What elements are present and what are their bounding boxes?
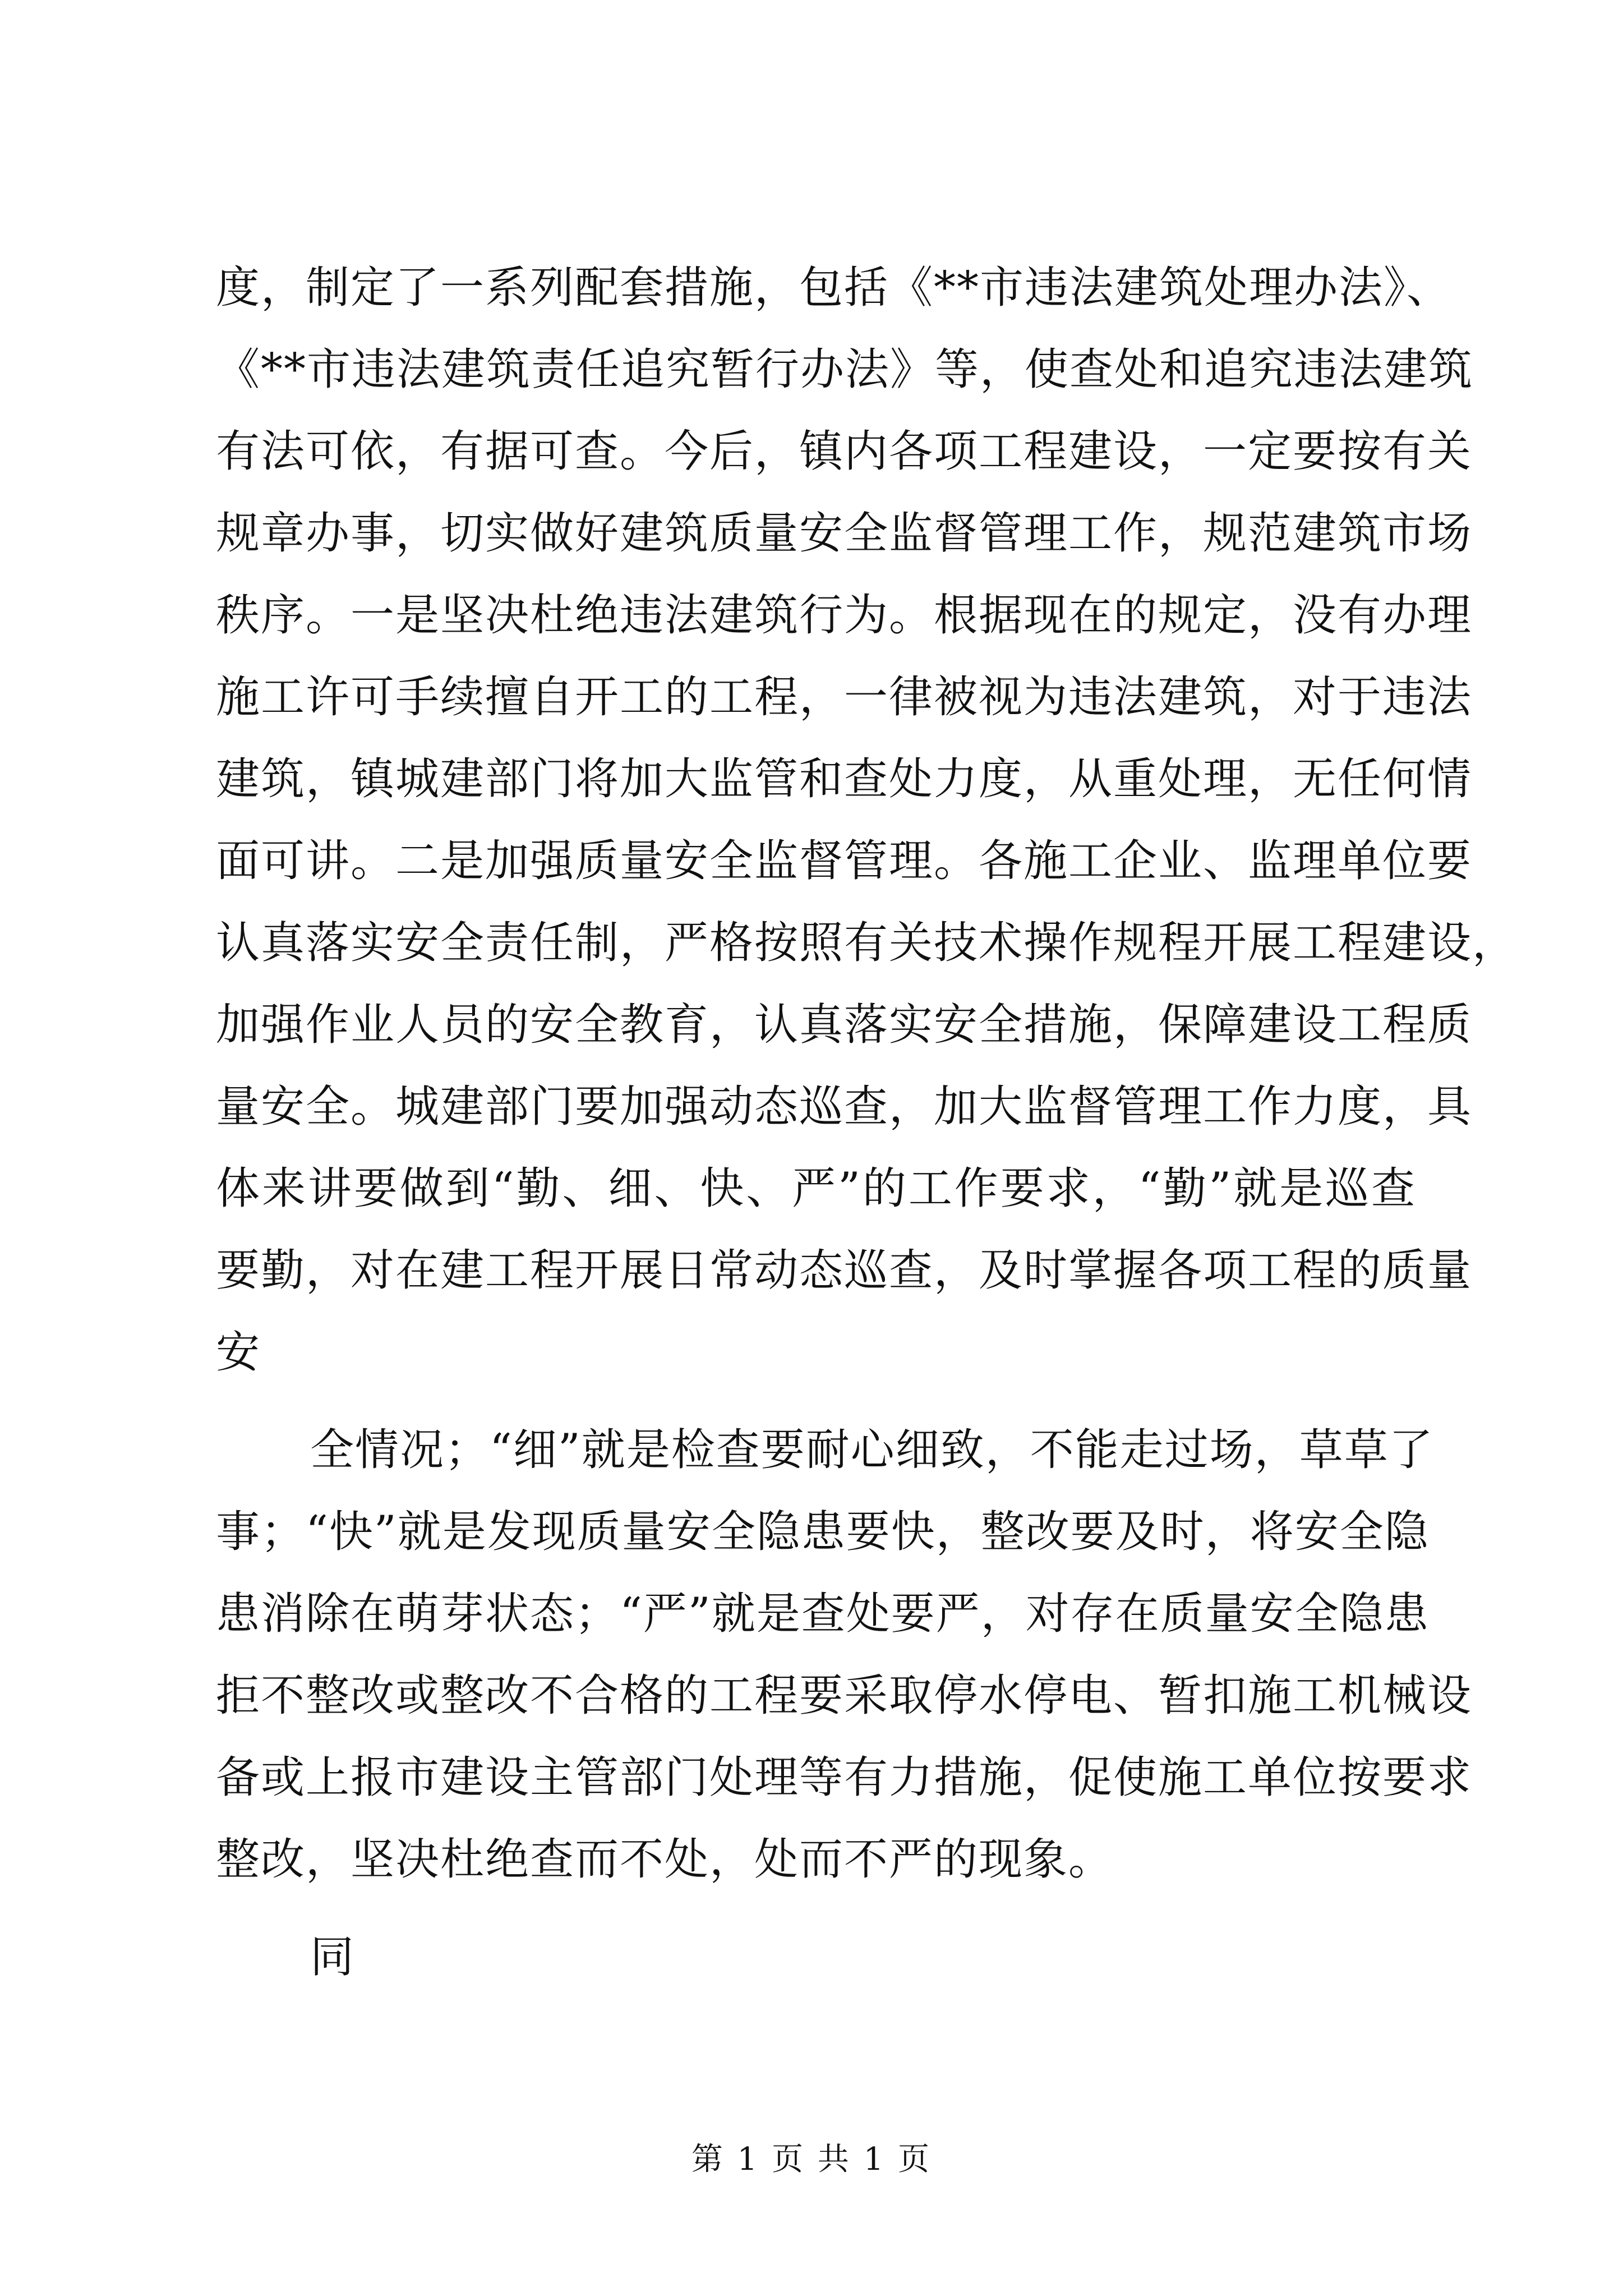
text-line: 要勤，对在建工程开展日常动态巡查，及时掌握各项工程的质量 — [216, 1245, 1473, 1296]
paragraph-2 — [216, 1409, 1473, 1901]
text-line: 整改，坚决杜绝查而不处，处而不严的现象。 — [216, 1834, 1114, 1885]
text-line: 加强作业人员的安全教育，认真落实安全措施，保障建设工程质 — [216, 1000, 1473, 1050]
text-line: 规章办事，切实做好建筑质量安全监督管理工作，规范建筑市场 — [216, 508, 1473, 559]
text-line: 同 — [310, 1932, 356, 1982]
text-line: 量安全。城建部门要加强动态巡查，加大监督管理工作力度，具 — [216, 1082, 1473, 1132]
text-line: 建筑，镇城建部门将加大监管和查处力度，从重处理，无任何情 — [216, 754, 1473, 804]
paragraph-3 — [216, 1916, 1416, 1998]
paragraph-1 — [216, 247, 1518, 1393]
text-line: 《**市违法建筑责任追究暂行办法》等，使查处和追究违法建筑 — [216, 344, 1474, 395]
text-line: 事；“快”就是发现质量安全隐患要快，整改要及时，将安全隐 — [216, 1507, 1430, 1557]
text-line: 体来讲要做到“勤、细、快、严”的工作要求，“勤”就是巡查 — [216, 1163, 1416, 1214]
text-line: 认真落实安全责任制，严格按照有关技术操作规程开展工程建设， — [216, 918, 1518, 968]
text-line: 全情况；“细”就是检查要耐心细致，不能走过场，草草了 — [310, 1425, 1434, 1475]
text-line: 安 — [216, 1327, 261, 1378]
text-line: 拒不整改或整改不合格的工程要采取停水停电、暂扣施工机械设 — [216, 1671, 1473, 1721]
text-line: 备或上报市建设主管部门处理等有力措施，促使施工单位按要求 — [216, 1752, 1473, 1803]
text-line: 患消除在萌芽状态；“严”就是查处要严，对存在质量安全隐患 — [216, 1589, 1430, 1639]
text-line: 面可讲。二是加强质量安全监督管理。各施工企业、监理单位要 — [216, 836, 1473, 886]
text-line: 秩序。一是坚决杜绝违法建筑行为。根据现在的规定，没有办理 — [216, 590, 1473, 641]
document-body — [216, 247, 1518, 1998]
text-line: 有法可依，有据可查。今后，镇内各项工程建设，一定要按有关 — [216, 426, 1473, 477]
page-footer: 第 1 页 共 1 页 — [691, 2141, 932, 2178]
text-line: 度，制定了一系列配套措施，包括《**市违法建筑处理办法》、 — [216, 263, 1452, 313]
text-line: 施工许可手续擅自开工的工程，一律被视为违法建筑，对于违法 — [216, 672, 1473, 723]
